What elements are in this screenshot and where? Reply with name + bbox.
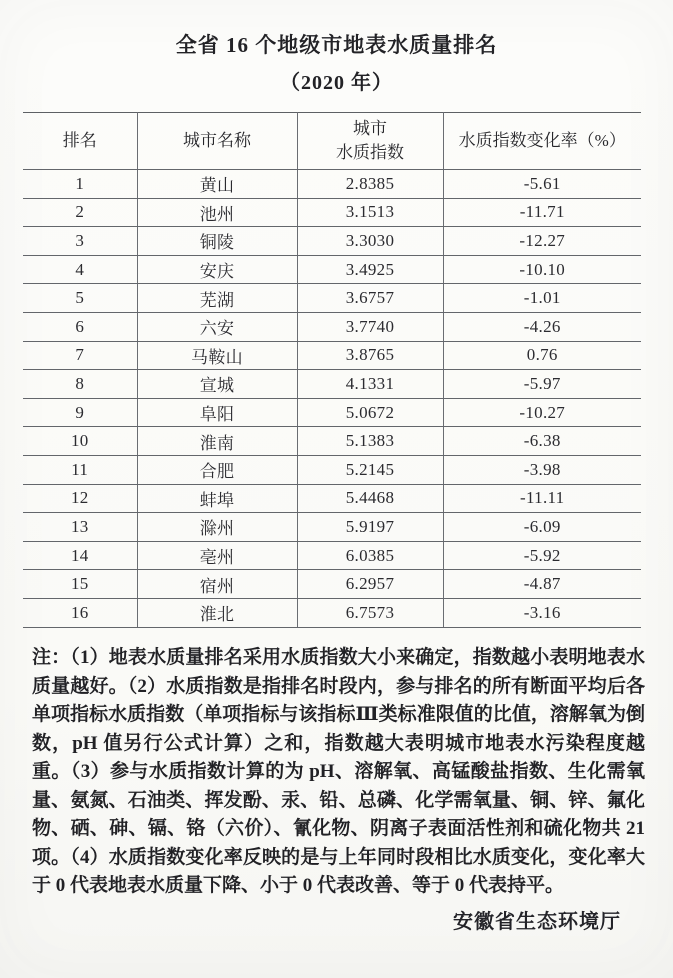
cell-city: 池州 bbox=[137, 198, 297, 227]
header-water-quality-index-line2: 水质指数 bbox=[336, 143, 404, 162]
table-row bbox=[23, 541, 641, 570]
cell-city: 安庆 bbox=[137, 255, 297, 284]
table-row bbox=[23, 227, 641, 256]
cell-rank: 4 bbox=[23, 255, 137, 284]
document-title: 全省 16 个地级市地表水质量排名 bbox=[175, 33, 498, 57]
header-rank: 排名 bbox=[23, 113, 137, 170]
cell-index: 3.4925 bbox=[297, 255, 443, 284]
cell-change-rate: -11.11 bbox=[443, 484, 641, 513]
cell-rank: 10 bbox=[23, 427, 137, 456]
cell-change-rate: -5.92 bbox=[443, 541, 641, 570]
cell-city: 马鞍山 bbox=[137, 341, 297, 370]
cell-city: 合肥 bbox=[137, 455, 297, 484]
cell-index: 4.1331 bbox=[297, 370, 443, 399]
table-row bbox=[23, 170, 641, 199]
cell-change-rate: 0.76 bbox=[443, 341, 641, 370]
header-water-quality-index-line1: 城市 bbox=[353, 119, 387, 139]
cell-rank: 14 bbox=[23, 541, 137, 570]
cell-rank: 7 bbox=[23, 341, 137, 370]
issuer-signature: 安徽省生态环境厅 bbox=[453, 911, 621, 933]
table-row bbox=[23, 484, 641, 513]
cell-change-rate: -1.01 bbox=[443, 284, 641, 313]
table-body bbox=[23, 170, 641, 628]
cell-city: 六安 bbox=[137, 312, 297, 341]
cell-index: 2.8385 bbox=[297, 170, 443, 199]
cell-change-rate: -12.27 bbox=[443, 227, 641, 256]
cell-rank: 2 bbox=[23, 198, 137, 227]
cell-rank: 6 bbox=[23, 312, 137, 341]
header-water-quality-index bbox=[297, 113, 443, 170]
cell-index: 6.7573 bbox=[297, 598, 443, 627]
header-change-rate: 水质指数变化率（%） bbox=[443, 113, 641, 170]
table-row bbox=[23, 513, 641, 542]
cell-index: 5.9197 bbox=[297, 513, 443, 542]
cell-rank: 3 bbox=[23, 227, 137, 256]
table-row bbox=[23, 455, 641, 484]
table-header-row bbox=[23, 113, 641, 170]
table-row bbox=[23, 427, 641, 456]
cell-index: 5.1383 bbox=[297, 427, 443, 456]
table-row bbox=[23, 284, 641, 313]
cell-index: 6.2957 bbox=[297, 570, 443, 599]
table-row bbox=[23, 255, 641, 284]
cell-city: 宿州 bbox=[137, 570, 297, 599]
header-city-name: 城市名称 bbox=[137, 113, 297, 170]
table-row bbox=[23, 198, 641, 227]
table-row bbox=[23, 598, 641, 627]
cell-city: 芜湖 bbox=[137, 284, 297, 313]
cell-change-rate: -6.09 bbox=[443, 513, 641, 542]
cell-rank: 9 bbox=[23, 398, 137, 427]
cell-city: 滁州 bbox=[137, 513, 297, 542]
cell-rank: 1 bbox=[23, 170, 137, 199]
cell-change-rate: -6.38 bbox=[443, 427, 641, 456]
cell-change-rate: -4.87 bbox=[443, 570, 641, 599]
cell-change-rate: -4.26 bbox=[443, 312, 641, 341]
cell-rank: 13 bbox=[23, 513, 137, 542]
water-quality-ranking-table bbox=[23, 112, 641, 628]
cell-rank: 15 bbox=[23, 570, 137, 599]
cell-index: 3.8765 bbox=[297, 341, 443, 370]
cell-index: 3.6757 bbox=[297, 284, 443, 313]
cell-city: 亳州 bbox=[137, 541, 297, 570]
table-row bbox=[23, 341, 641, 370]
cell-rank: 11 bbox=[23, 455, 137, 484]
cell-rank: 16 bbox=[23, 598, 137, 627]
cell-city: 淮南 bbox=[137, 427, 297, 456]
table-row bbox=[23, 570, 641, 599]
cell-change-rate: -3.16 bbox=[443, 598, 641, 627]
cell-city: 蚌埠 bbox=[137, 484, 297, 513]
cell-index: 5.2145 bbox=[297, 455, 443, 484]
document-subtitle: （2020 年） bbox=[280, 72, 393, 94]
cell-index: 3.3030 bbox=[297, 227, 443, 256]
cell-index: 5.4468 bbox=[297, 484, 443, 513]
cell-index: 5.0672 bbox=[297, 398, 443, 427]
cell-change-rate: -10.10 bbox=[443, 255, 641, 284]
cell-index: 6.0385 bbox=[297, 541, 443, 570]
cell-city: 黄山 bbox=[137, 170, 297, 199]
notes-paragraph: 注：（1）地表水质量排名采用水质指数大小来确定，指数越小表明地表水质量越好。（2）水质指数是指排名时段内，参与排名的所有断面平均后各单项指标水质指数（单项指标与该指标Ⅲ类标准限值的比值，溶解氧为倒数，pH 值另行公式计算）之和，指数越大表明城市地表水污染程度越重。（3）参与水质指数计算的为 pH、溶解氧、高锰酸盐指数、生化需氧量、氨氮、石油类、挥发酚、汞、铅、总磷、化学需氧量、铜、锌、氟化物、硒、砷、镉、铬（六价）、氰化物、阴离子表面活性剂和硫化物共 21 项。（4）水质指数变化率反映的是与上年同时段相比水质变化，变化率大于 0 代表地表水质量下降、小于 0 代表改善、等于 0 代表持平。 bbox=[32, 647, 645, 896]
cell-rank: 5 bbox=[23, 284, 137, 313]
cell-change-rate: -5.97 bbox=[443, 370, 641, 399]
cell-city: 宣城 bbox=[137, 370, 297, 399]
cell-change-rate: -10.27 bbox=[443, 398, 641, 427]
cell-rank: 8 bbox=[23, 370, 137, 399]
cell-change-rate: -5.61 bbox=[443, 170, 641, 199]
table-row bbox=[23, 398, 641, 427]
cell-index: 3.7740 bbox=[297, 312, 443, 341]
cell-index: 3.1513 bbox=[297, 198, 443, 227]
cell-city: 阜阳 bbox=[137, 398, 297, 427]
cell-change-rate: -11.71 bbox=[443, 198, 641, 227]
cell-city: 铜陵 bbox=[137, 227, 297, 256]
cell-change-rate: -3.98 bbox=[443, 455, 641, 484]
cell-city: 淮北 bbox=[137, 598, 297, 627]
table-row bbox=[23, 312, 641, 341]
cell-rank: 12 bbox=[23, 484, 137, 513]
table-row bbox=[23, 370, 641, 399]
